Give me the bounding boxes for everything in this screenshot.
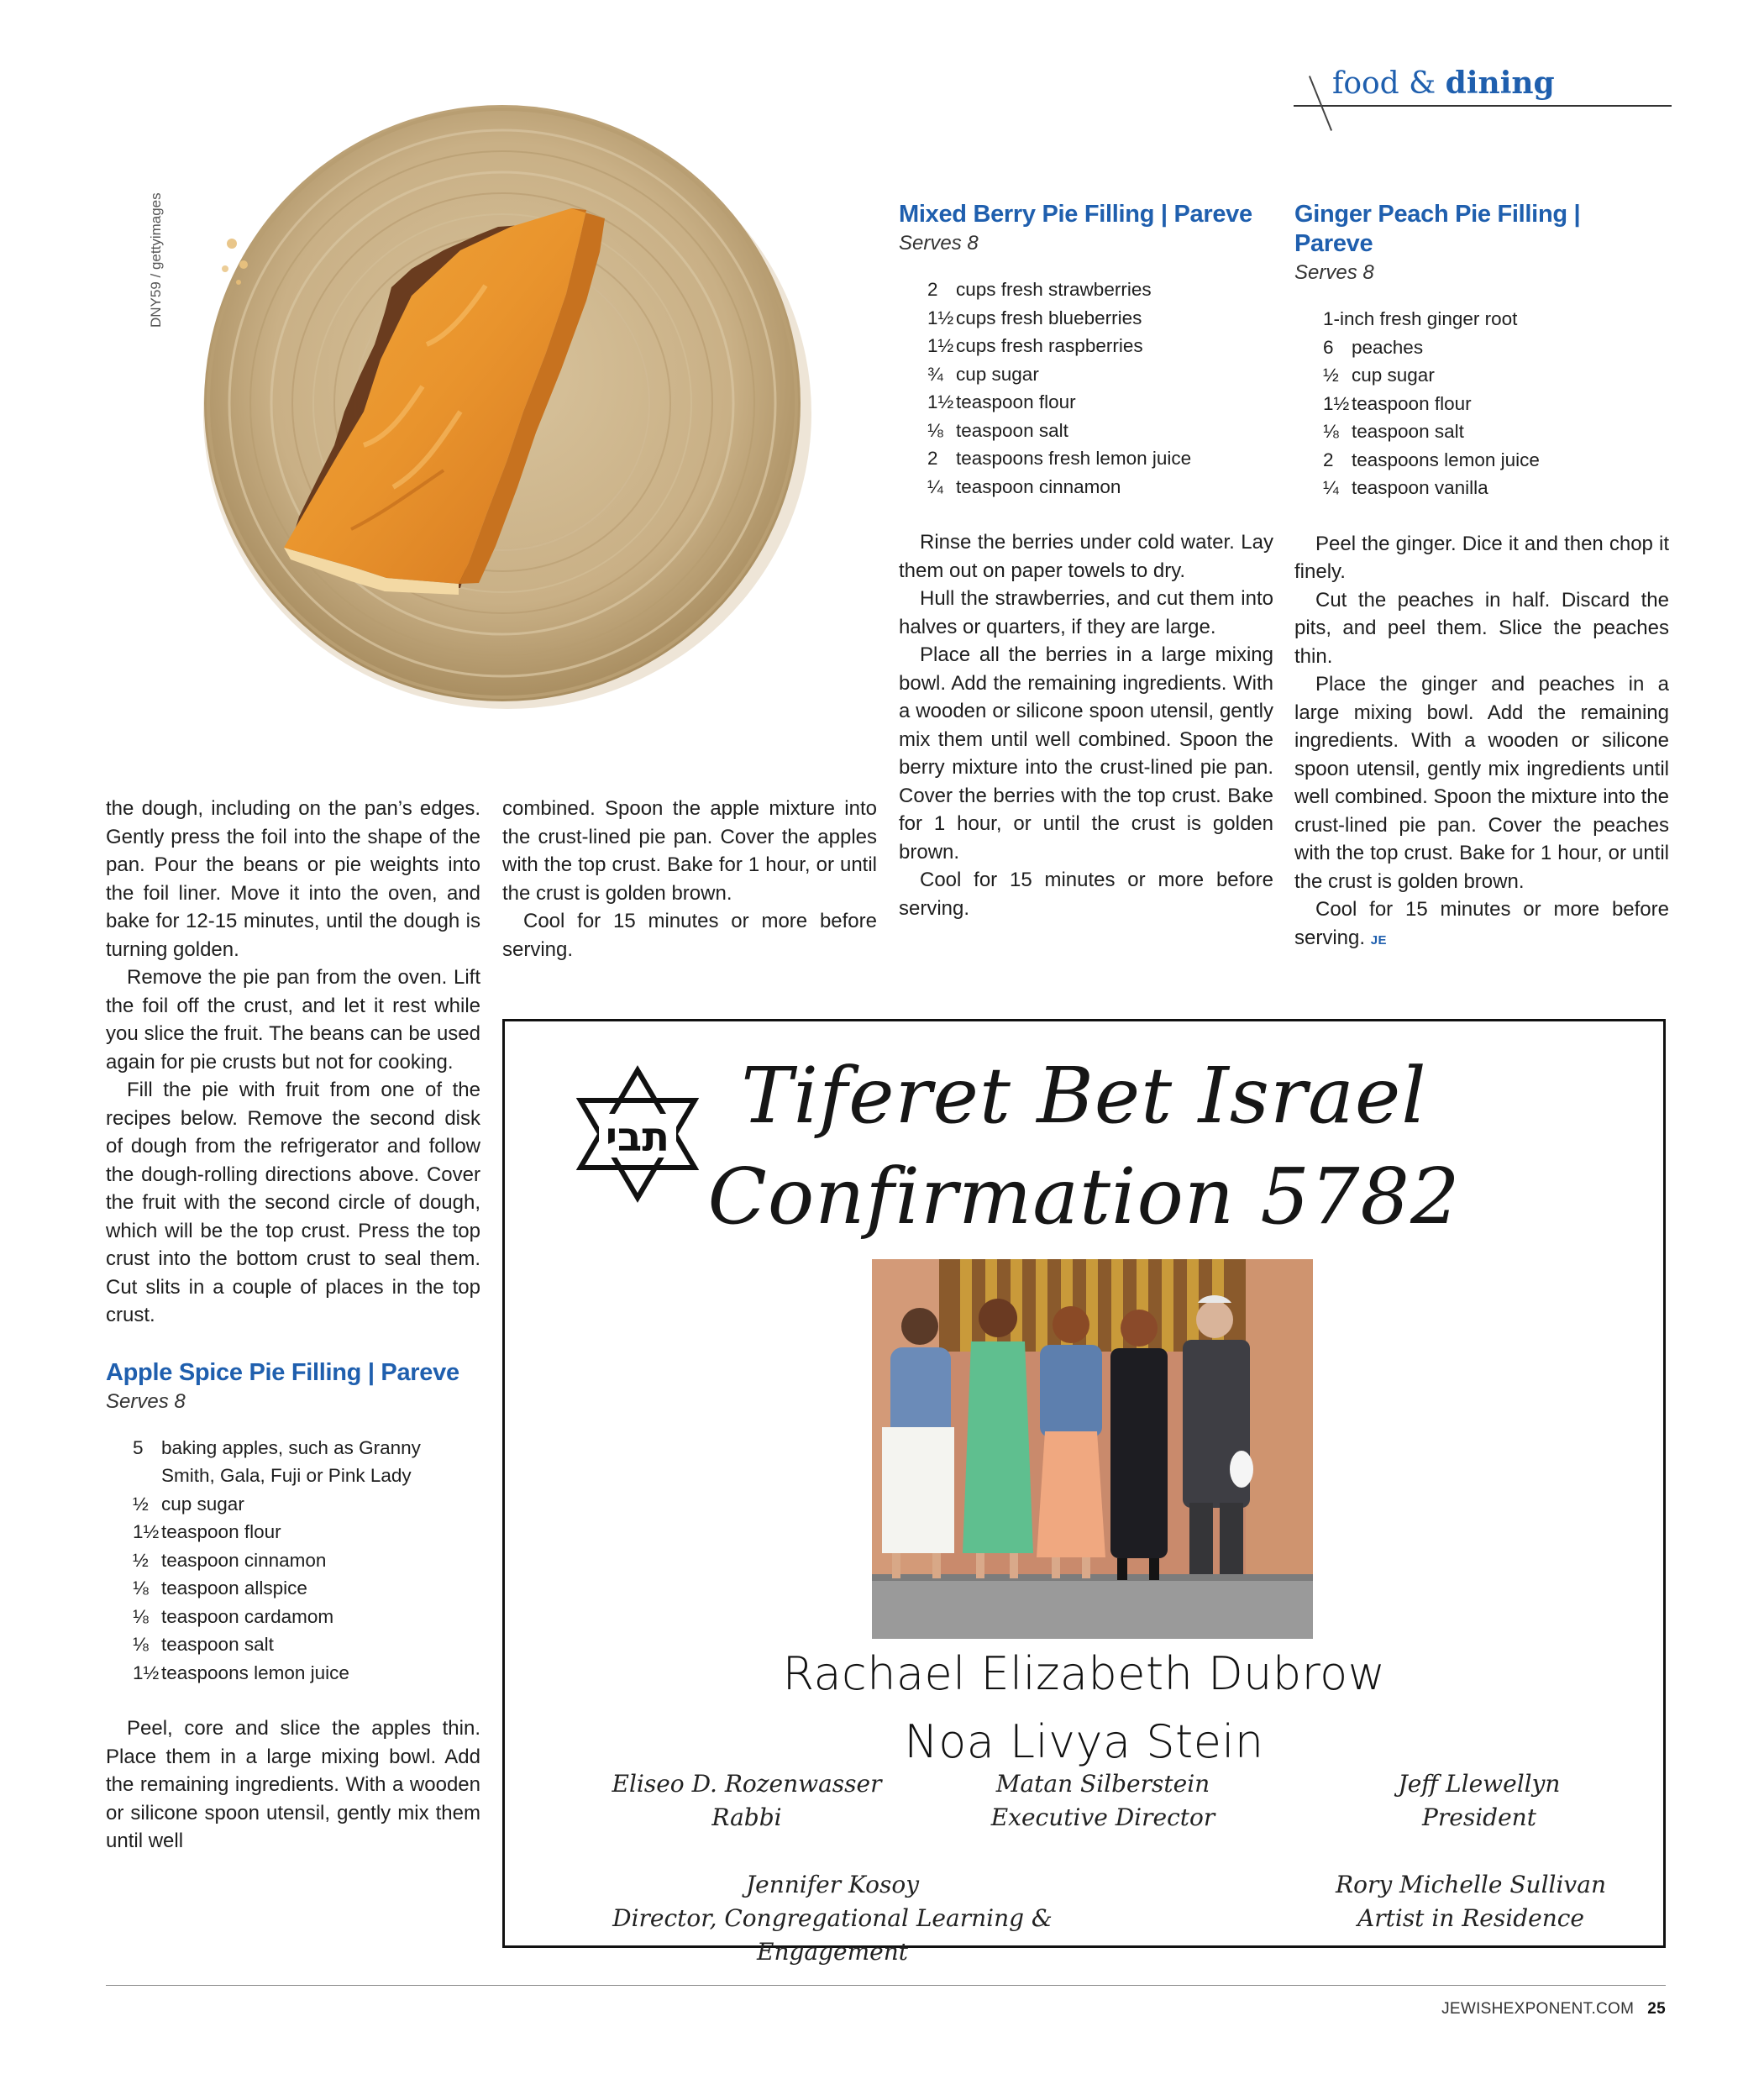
paragraph: the dough, including on the pan’s edges. Gently press the foil into the shape of the pan. Pour the beans or pie weights into the foil liner. Move it into the oven, and bake for 12-15 minutes, until the dough is turning golden. bbox=[106, 797, 480, 961]
ingredient-list bbox=[133, 1434, 480, 1688]
staff-executive-director: Matan Silberstein Executive Director bbox=[990, 1770, 1215, 1831]
je-end-mark: JE bbox=[1370, 932, 1388, 948]
ingredient-item: ⅛ teaspoon cardamom bbox=[133, 1605, 334, 1627]
section-header bbox=[1294, 66, 1672, 116]
recipe-title: Ginger Peach Pie Filling | Pareve bbox=[1294, 201, 1581, 257]
ingredient-item: 2 teaspoons lemon juice bbox=[1323, 449, 1540, 470]
logo-letters: תבי bbox=[605, 1114, 670, 1161]
footer-site: JEWISHEXPONENT.COM bbox=[1441, 2000, 1635, 2018]
ingredient-item: 1½ cups fresh raspberries bbox=[927, 335, 1143, 356]
recipe-title: Apple Spice Pie Filling | Pareve bbox=[106, 1358, 459, 1386]
ingredient-item: 1½ teaspoon flour bbox=[1323, 392, 1472, 414]
footer bbox=[1441, 2000, 1666, 2019]
pie-slice-photo bbox=[192, 92, 813, 714]
recipe-serves: Serves 8 bbox=[1294, 261, 1374, 284]
ingredient-list bbox=[1323, 305, 1669, 502]
ingredient-item: 1½ teaspoon flour bbox=[927, 391, 1076, 412]
paragraph: Fill the pie with fruit from one of the recipes below. Remove the second disk of dough from the refrigerator and follow the dough-rolling directions above. Cover the fruit with the second circle of dough, which will be the top crust. Press the top crust into the bottom crust to seal them. Cut slits in a couple of places in the top crust. bbox=[106, 1079, 480, 1326]
header-slash bbox=[1309, 76, 1332, 131]
ingredient-item: ¼ teaspoon cinnamon bbox=[927, 475, 1121, 497]
ingredient-item: ½ cup sugar bbox=[133, 1493, 244, 1515]
ingredient-list bbox=[927, 276, 1273, 501]
column-3 bbox=[899, 200, 1273, 922]
paragraph: Cool for 15 minutes or more before serving. bbox=[502, 910, 877, 961]
column-2 bbox=[502, 795, 877, 963]
ingredient-item: 1½ teaspoons lemon juice bbox=[133, 1662, 349, 1683]
paragraph: Peel, core and slice the apples thin. Place them in a large mixing bowl. Add the remaining ingredients. With a wooden or silicone spoon utensil, gently mix them until well bbox=[106, 1717, 480, 1852]
staff-president: Jeff Llewellyn President bbox=[1398, 1770, 1561, 1831]
ingredient-item: ⅛ teaspoon allspice bbox=[133, 1578, 307, 1599]
ingredient-item: ⅛ teaspoon salt bbox=[133, 1634, 274, 1655]
paragraph: Cut the peaches in half. Discard the pits, and peel them. Slice the peaches thin. bbox=[1294, 588, 1669, 668]
paragraph: Place the ginger and peaches in a large mixing bowl. Add the remaining ingredients. With a wooden or silicone spoon utensil, gently mix ingredients until well combined. Spoon the mixture into the crust-lined pie pan. Cover the peaches with the top crust. Bake for 1 hour, or until the crust is golden brown. bbox=[1294, 673, 1669, 893]
ingredient-item: 2 cups fresh strawberries bbox=[927, 279, 1152, 300]
staff-artist-in-residence: Rory Michelle Sullivan Artist in Residence bbox=[1336, 1871, 1606, 1932]
photo-credit: DNY59 / gettyimages bbox=[148, 192, 164, 328]
ingredient-item: ⅛ teaspoon salt bbox=[927, 419, 1068, 441]
confirmation-ad bbox=[502, 1019, 1666, 1966]
paragraph: combined. Spoon the apple mixture into the crust-lined pie pan. Cover the apples with the top crust. Bake for 1 hour, or until the crust is golden brown. bbox=[502, 797, 877, 905]
column-4 bbox=[1294, 200, 1669, 954]
ingredient-item: ½ cup sugar bbox=[1323, 365, 1435, 386]
paragraph: Cool for 15 minutes or more before serving. JE bbox=[1294, 898, 1669, 949]
ingredient-item: 6 peaches bbox=[1323, 336, 1424, 358]
column-1 bbox=[106, 795, 480, 1856]
ingredient-item: 1-inch fresh ginger root bbox=[1323, 308, 1518, 329]
ingredient-item: 2 teaspoons fresh lemon juice bbox=[927, 448, 1192, 469]
paragraph: Cool for 15 minutes or more before serving. bbox=[899, 869, 1273, 920]
ingredient-item: 1½ cups fresh blueberries bbox=[927, 307, 1142, 328]
paragraph: Remove the pie pan from the oven. Lift the foil off the crust, and let it rest while you slice the fruit. The beans can be used again for pie crusts but not for cooking. bbox=[106, 966, 480, 1074]
confirmation-group-photo bbox=[872, 1259, 1313, 1639]
ingredient-item: ¾ cup sugar bbox=[927, 363, 1039, 385]
ingredient-item: Smith, Gala, Fuji or Pink Lady bbox=[161, 1465, 412, 1486]
paragraph: Peel the ginger. Dice it and then chop it finely. bbox=[1294, 532, 1669, 583]
confirmand-name: Noa Livya Stein bbox=[904, 1715, 1264, 1768]
section-label: food & dining bbox=[1332, 66, 1555, 101]
ad-title-line1: Tiferet Bet Israel bbox=[741, 1051, 1427, 1141]
page-number: 25 bbox=[1647, 2000, 1666, 2018]
ad-title-line2: Confirmation 5782 bbox=[707, 1152, 1461, 1242]
recipe-serves: Serves 8 bbox=[106, 1389, 186, 1413]
paragraph: Rinse the berries under cold water. Lay them out on paper towels to dry. bbox=[899, 531, 1273, 582]
ingredient-item: ¼ teaspoon vanilla bbox=[1323, 477, 1488, 498]
staff-rabbi: Eliseo D. Rozenwasser Rabbi bbox=[612, 1770, 882, 1831]
header-rule bbox=[1294, 105, 1672, 107]
recipe-title: Mixed Berry Pie Filling | Pareve bbox=[899, 201, 1252, 228]
ingredient-item: ½ teaspoon cinnamon bbox=[133, 1549, 327, 1571]
ingredient-item: 1½ teaspoon flour bbox=[133, 1521, 281, 1542]
recipe-serves: Serves 8 bbox=[899, 232, 979, 255]
footer-rule bbox=[106, 1985, 1666, 1986]
staff-director-learning: Jennifer Kosoy Director, Congregational Learning & Engagement bbox=[612, 1871, 1053, 1966]
confirmand-name: Rachael Elizabeth Dubrow bbox=[782, 1647, 1386, 1700]
ingredient-item: ⅛ teaspoon salt bbox=[1323, 421, 1464, 442]
ingredient-item: 5 baking apples, such as Granny bbox=[133, 1436, 421, 1458]
paragraph: Place all the berries in a large mixing bowl. Add the remaining ingredients. With a wooden or silicone spoon utensil, gently mix them until well combined. Spoon the berry mixture into the crust-lined pie pan. Cover the berries with the top crust. Bake for 1 hour, or until the crust is golden brown. bbox=[899, 643, 1273, 864]
paragraph: Hull the strawberries, and cut them into halves or quarters, if they are large. bbox=[899, 587, 1273, 638]
